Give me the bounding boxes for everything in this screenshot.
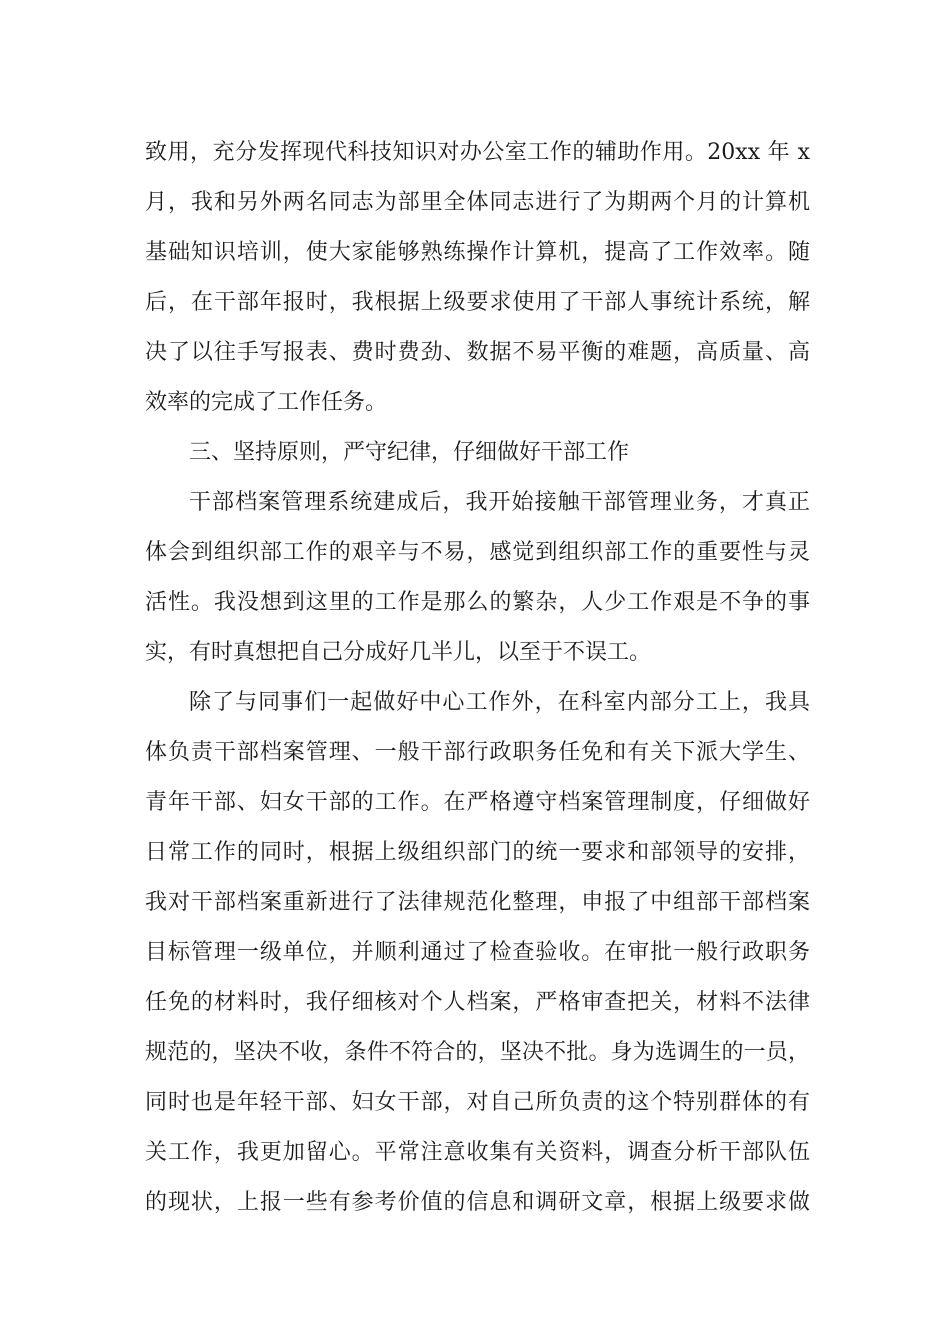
text-line: 任免的材料时，我仔细核对个人档案，严格审查把关，材料不法律 [145, 990, 810, 1015]
text-line: 规范的，坚决不收，条件不符合的，坚决不批。身为选调生的一员， [145, 1040, 810, 1065]
text-line: 除了与同事们一起做好中心工作外，在科室内部分工上，我具 [189, 690, 810, 715]
text-line: 体负责干部档案管理、一般干部行政职务任免和有关下派大学生、 [145, 740, 810, 765]
text-line: 关工作，我更加留心。平常注意收集有关资料，调查分析干部队伍 [145, 1140, 810, 1165]
text-line: 干部档案管理系统建成后，我开始接触干部管理业务，才真正 [189, 490, 810, 515]
text-line: 体会到组织部工作的艰辛与不易，感觉到组织部工作的重要性与灵 [145, 540, 810, 565]
text-line: 目标管理一级单位，并顺利通过了检查验收。在审批一般行政职务 [145, 940, 810, 965]
document-body [145, 128, 810, 1228]
text-line: 后，在干部年报时，我根据上级要求使用了干部人事统计系统，解 [145, 290, 810, 315]
text-line: 决了以往手写报表、费时费劲、数据不易平衡的难题，高质量、高 [145, 340, 810, 365]
text-line: 我对干部档案重新进行了法律规范化整理，申报了中组部干部档案 [145, 890, 810, 915]
text-line: 致用，充分发挥现代科技知识对办公室工作的辅助作用。20xx 年 x [145, 140, 810, 165]
text-line: 月，我和另外两名同志为部里全体同志进行了为期两个月的计算机 [145, 190, 810, 215]
text-line: 同时也是年轻干部、妇女干部，对自己所负责的这个特别群体的有 [145, 1090, 810, 1115]
text-line: 基础知识培训，使大家能够熟练操作计算机，提高了工作效率。随 [145, 240, 810, 265]
text-line: 活性。我没想到这里的工作是那么的繁杂，人少工作艰是不争的事 [145, 590, 810, 615]
text-line: 日常工作的同时，根据上级组织部门的统一要求和部领导的安排， [145, 840, 810, 865]
text-line: 效率的完成了工作任务。 [145, 390, 388, 415]
text-line: 实，有时真想把自己分成好几半儿，以至于不误工。 [145, 640, 652, 665]
text-line: 青年干部、妇女干部的工作。在严格遵守档案管理制度，仔细做好 [145, 790, 810, 815]
text-line: 的现状，上报一些有参考价值的信息和调研文章，根据上级要求做 [145, 1190, 810, 1215]
text-line: 三、坚持原则，严守纪律，仔细做好干部工作 [189, 440, 630, 465]
